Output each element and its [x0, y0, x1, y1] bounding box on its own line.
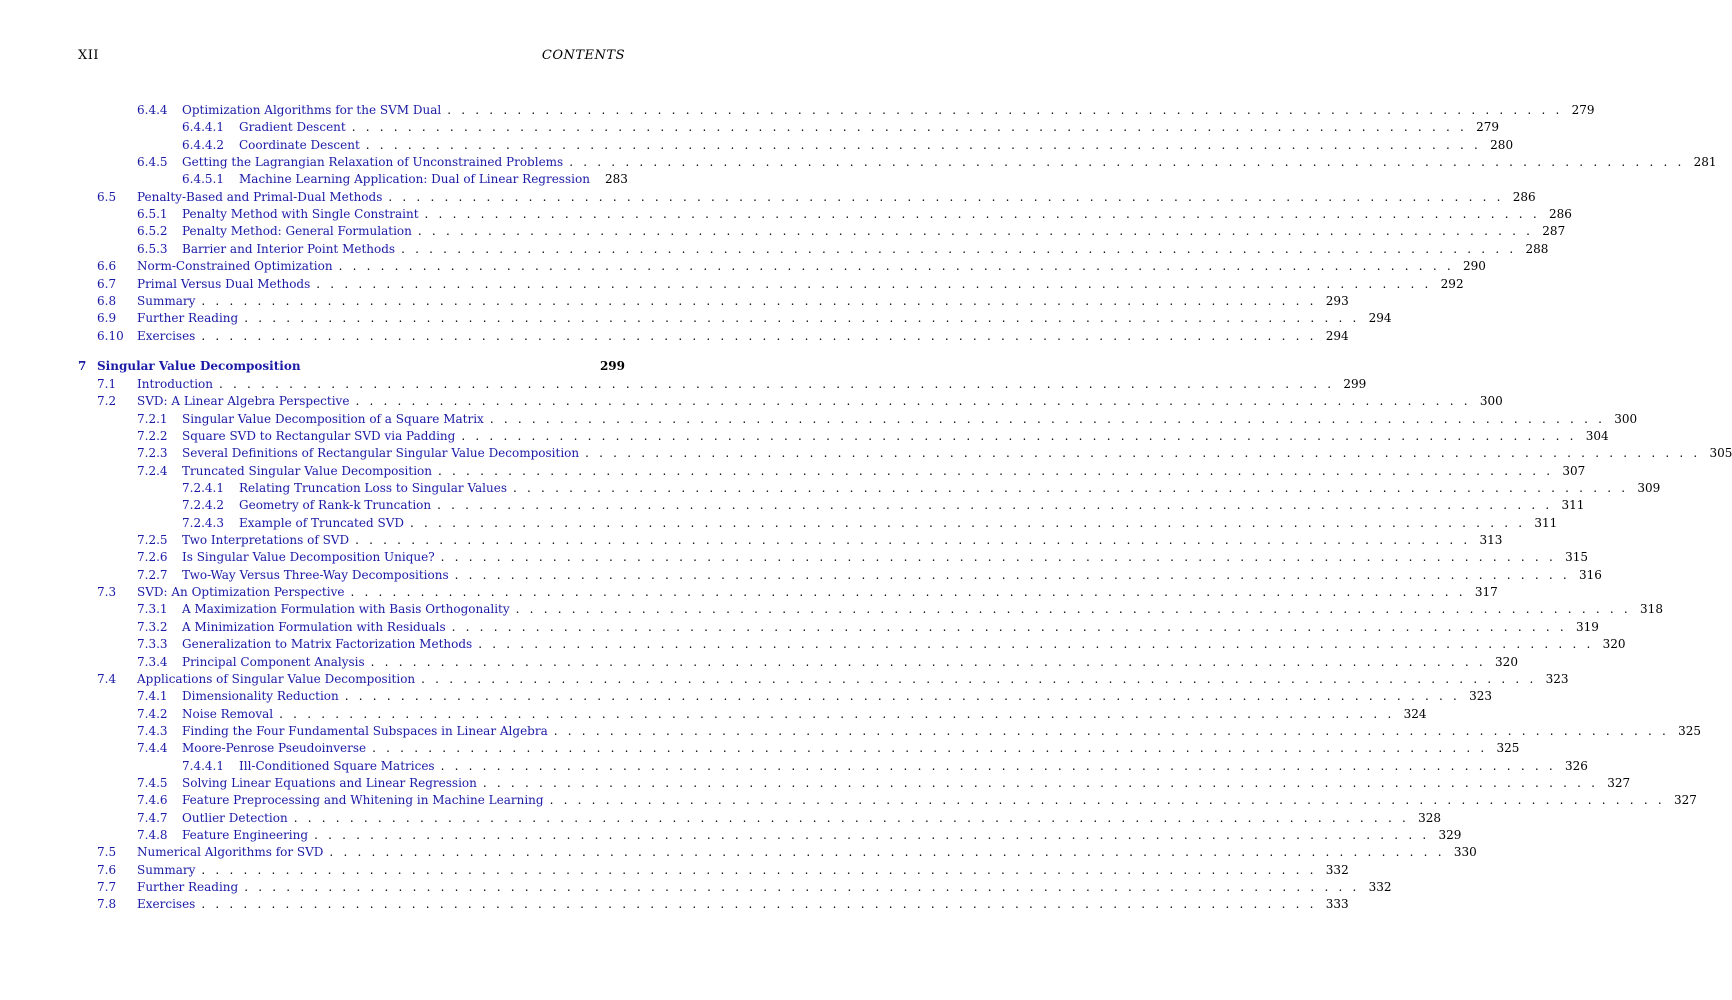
toc-entry-link[interactable] — [239, 758, 1588, 775]
toc-entry-number[interactable]: 7.2.5 — [137, 533, 168, 548]
toc-page-number[interactable]: 332 — [1368, 880, 1392, 895]
toc-entry-number[interactable]: 7.2 — [97, 394, 117, 409]
dot-leader: . . . . . . . . . . . . . . . . . . . . . . . . . . . . . . . . . . . . . . . . . . . . . . . . . . . . . . . . . . . . . . . . . . . . . . . . . . . . . . . . — [454, 567, 1570, 582]
toc-entry-title[interactable]: Truncated Singular Value Decomposition — [182, 463, 432, 478]
dot-leader: . . . . . . . . . . . . . . . . . . . . . . . . . . . . . . . . . . . . . . . . . . . . . . . . . . . . . . . . . . . . . . . . . . . . . . . . . . . . . . . . — [314, 828, 1430, 842]
toc-entry[interactable] — [0, 619, 1599, 636]
toc-entry-title[interactable]: Coordinate Descent — [239, 137, 360, 152]
dot-leader: . . . . . . . . . . . . . . . . . . . . . . . . . . . . . . . . . . . . . . . . . . . . . . . . . . . . . . . . . . . . . . . . . . . . . . . . . . . . . . . . — [365, 137, 1482, 152]
toc-page-number[interactable]: 292 — [1440, 276, 1464, 291]
toc-entry-link[interactable] — [239, 119, 1500, 136]
toc-page-number[interactable]: 323 — [1545, 671, 1569, 686]
toc-entry-number[interactable]: 7.3.1 — [137, 602, 168, 617]
toc-page-number[interactable]: 286 — [1512, 189, 1536, 204]
toc-entry[interactable] — [0, 154, 1717, 171]
toc-page-number[interactable]: 315 — [1565, 550, 1588, 565]
toc-entry[interactable] — [0, 706, 1427, 723]
toc-entry-link[interactable] — [182, 154, 1717, 171]
toc-entry[interactable] — [0, 223, 1566, 240]
toc-page-number[interactable]: 316 — [1579, 567, 1602, 582]
toc-entry-title[interactable]: Exercises — [137, 328, 196, 343]
toc-entry-link[interactable] — [137, 258, 1486, 275]
dot-leader: . . . . . . . . . . . . . . . . . . . . . . . . . . . . . . . . . . . . . . . . . . . . . . . . . . . . . . . . . . . . . . . . . . . . . . . . . . . . . . . . — [440, 758, 1556, 773]
toc-entry-title[interactable]: A Minimization Formulation with Residuals — [182, 619, 446, 634]
toc-entry-link[interactable] — [137, 189, 1536, 206]
toc-entry[interactable] — [0, 636, 1626, 653]
toc-entry[interactable] — [0, 480, 1661, 497]
toc-entry-number[interactable]: 7 — [78, 358, 87, 373]
toc-entry-number[interactable]: 7.3.4 — [137, 654, 168, 669]
toc-entry-link[interactable] — [182, 706, 1427, 723]
toc-entry-number[interactable]: 7.2.4.3 — [182, 515, 224, 530]
toc-entry-title[interactable]: Getting the Lagrangian Relaxation of Unconstrained Problems — [182, 155, 564, 170]
toc-entry-number[interactable]: 7.6 — [97, 862, 117, 877]
dot-leader: . . . . . . . . . . . . . . . . . . . . . . . . . . . . . . . . . . . . . . . . . . . . . . . . . . . . . . . . . . . . . . . . . . . . . . . . . . . . . . . . — [279, 706, 1395, 721]
toc-entry[interactable] — [0, 723, 1702, 740]
dot-leader: . . . . . . . . . . . . . . . . . . . . . . . . . . . . . . . . . . . . . . . . . . . . . . . . . . . . . . . . . . . . . . . . . . . . . . . . . . . . . . . . — [482, 775, 1599, 790]
dot-leader: . . . . . . . . . . . . . . . . . . . . . . . . . . . . . . . . . . . . . . . . . . . . . . . . . . . . . . . . . . . . . . . . . . . . . . . . . . . . . . . . — [417, 224, 1534, 239]
toc-entry[interactable] — [0, 119, 1500, 136]
toc-entry-link[interactable] — [239, 137, 1514, 154]
dot-leader: . . . . . . . . . . . . . . . . . . . . . . . . . . . . . . . . . . . . . . . . . . . . . . . . . . . . . . . . . . . . . . . . . . . . . . . . . . . . . . . . — [244, 880, 1360, 895]
dot-leader: . . . . . . . . . . . . . . . . . . . . . . . . . . . . . . . . . . . . . . . . . . . . . . . . . . . . . . . . . . . . . . . . . . . . . . . . . . . . . . . . — [201, 293, 1317, 308]
toc-entry-number[interactable]: 7.2.2 — [137, 428, 168, 443]
dot-leader: . . . . . . . . . . . . . . . . . . . . . . . . . . . . . . . . . . . . . . . . . . . . . . . . . . . . . . . . . . . . . . . . . . . . . . . . . . . . . . . . — [451, 619, 1567, 634]
dot-leader: . . . . . . . . . . . . . . . . . . . . . . . . . . . . . . . . . . . . . . . . . . . . . . . . . . . . . . . . . . . . . . . . . . . . . . . . . . . . . . . . — [569, 155, 1685, 170]
toc-entry-title[interactable]: Dimensionality Reduction — [182, 689, 339, 704]
toc-entry-number[interactable]: 7.5 — [97, 845, 117, 860]
toc-entry-number[interactable]: 7.7 — [97, 880, 117, 895]
toc-page-number[interactable]: 313 — [1479, 533, 1503, 548]
toc-entry[interactable] — [0, 654, 1518, 671]
toc-entry-title[interactable]: Solving Linear Equations and Linear Regression — [182, 775, 477, 790]
toc-page-number[interactable]: 311 — [1534, 515, 1558, 530]
toc-entry-title[interactable]: Exercises — [137, 897, 196, 912]
toc-entry-link[interactable] — [137, 584, 1498, 601]
toc-entry-number[interactable]: 7.8 — [97, 897, 117, 912]
toc-entry-link[interactable] — [239, 497, 1585, 514]
toc-entry[interactable] — [0, 515, 1558, 532]
toc-entry-link[interactable] — [182, 549, 1588, 566]
toc-entry[interactable] — [0, 276, 1464, 293]
toc-entry-link[interactable] — [182, 636, 1626, 653]
toc-page-number[interactable]: 330 — [1453, 845, 1477, 860]
toc-entry-link[interactable] — [97, 358, 625, 375]
toc-entry-number[interactable]: 7.2.3 — [137, 446, 168, 461]
page-number-roman: XII — [78, 48, 100, 63]
toc-entry-link[interactable] — [182, 619, 1599, 636]
toc-entry[interactable] — [0, 310, 1392, 327]
dot-leader: . . . . . . . . . . . . . . . . . . . . . . . . . . . . . . . . . . . . . . . . . . . . . . . . . . . . . . . . . . . . . . . . . . . . . . . . . . . . . . . . — [512, 481, 1629, 495]
toc-entry[interactable] — [0, 688, 1493, 705]
toc-entry-link[interactable] — [182, 567, 1602, 584]
toc-entry-number[interactable]: 7.4.5 — [137, 775, 168, 790]
toc-entry[interactable] — [0, 549, 1588, 566]
toc-entry-number[interactable]: 7.2.4.2 — [182, 498, 224, 513]
toc-entry-number[interactable]: 7.4.3 — [137, 723, 168, 738]
toc-entry[interactable] — [0, 758, 1588, 775]
toc-entry[interactable] — [0, 206, 1572, 223]
toc-entry-title[interactable]: Primal Versus Dual Methods — [137, 276, 311, 291]
toc-page-number[interactable]: 283 — [605, 172, 628, 187]
toc-page-number[interactable]: 287 — [1542, 224, 1566, 239]
toc-page-number[interactable]: 311 — [1561, 498, 1585, 513]
toc-entry-title[interactable]: Principal Component Analysis — [182, 654, 365, 669]
toc-entry-link[interactable] — [182, 792, 1697, 809]
toc-entry[interactable] — [0, 567, 1602, 584]
toc-entry-number[interactable]: 7.2.1 — [137, 411, 168, 426]
toc-entry[interactable] — [0, 241, 1549, 258]
dot-leader: . . . . . . . . . . . . . . . . . . . . . . . . . . . . . . . . . . . . . . . . . . . . . . . . . . . . . . . . . . . . . . . . . . . . . . . . . . . . . . . . — [219, 376, 1335, 391]
toc-entry-link[interactable] — [182, 223, 1566, 240]
toc-entry-link[interactable] — [137, 276, 1464, 293]
dot-leader: . . . . . . . . . . . . . . . . . . . . . . . . . . . . . . . . . . . . . . . . . . . . . . . . . . . . . . . . . . . . . . . . . . . . . . . . . . . . . . . . — [293, 810, 1410, 825]
toc-entry-link[interactable] — [182, 810, 1442, 827]
toc-entry[interactable] — [0, 411, 1638, 428]
toc-entry[interactable] — [0, 171, 701, 188]
toc-entry-link[interactable] — [239, 515, 1558, 532]
toc-entry-link[interactable] — [182, 723, 1702, 740]
toc-entry-title[interactable]: Geometry of Rank-k Truncation — [239, 498, 432, 513]
dot-leader: . . . . . . . . . . . . . . . . . . . . . . . . . . . . . . . . . . . . . . . . . . . . . . . . . . . . . . . . . . . . . . . . . . . . . . . . . . . . . . . . — [201, 328, 1317, 343]
toc-entry-link[interactable] — [182, 445, 1732, 462]
toc-entry-link[interactable] — [137, 671, 1569, 688]
toc-entry-title[interactable]: Further Reading — [137, 311, 239, 326]
toc-page-number[interactable]: 326 — [1565, 758, 1588, 773]
toc-entry-title[interactable]: SVD: A Linear Algebra Perspective — [137, 394, 350, 409]
dot-leader: . . . . . . . . . . . . . . . . . . . . . . . . . . . . . . . . . . . . . . . . . . . . . . . . . . . . . . . . . . . . . . . . . . . . . . . . . . . . . . . . — [351, 120, 1468, 135]
toc-entry-title[interactable]: Penalty-Based and Primal-Dual Methods — [137, 189, 383, 204]
dot-leader: . . . . . . . . . . . . . . . . . . . . . . . . . . . . . . . . . . . . . . . . . . . . . . . . . . . . . . . . . . . . . . . . . . . . . . . . . . . . . . . . — [201, 897, 1317, 912]
dot-leader: . . . . . . . . . . . . . . . . . . . . . . . . . . . . . . . . . . . . . . . . . . . . . . . . . . . . . . . . . . . . . . . . . . . . . . . . . . . . . . . . — [424, 207, 1540, 222]
toc-entry-link[interactable] — [182, 827, 1462, 844]
dot-leader: . . . . . . . . . . . . . . . . . . . . . . . . . . . . . . . . . . . . . . . . . . . . . . . . . . . . . . . . . . . . . . . . . . . . . . . . . . . . . . . . — [401, 241, 1517, 256]
dot-leader: . . . . . . . . . . . . . . . . . . . . . . . . . . . . . . . . . . . . . . . . . . . . . . . . . . . . . . . . . . . . . . . . . . . . . . . . . . . . . . . . — [372, 741, 1488, 756]
toc-entry-number[interactable]: 6.9 — [97, 311, 117, 326]
toc-entry[interactable] — [0, 189, 1536, 206]
toc-entry-link[interactable] — [182, 688, 1493, 705]
toc-entry[interactable] — [0, 879, 1392, 896]
toc-entry[interactable] — [0, 584, 1498, 601]
toc-page-number[interactable]: 327 — [1607, 775, 1631, 790]
toc-entry-number[interactable]: 7.1 — [97, 376, 117, 391]
dot-leader: . . . . . . . . . . . . . . . . . . . . . . . . . . . . . . . . . . . . . . . . . . . . . . . . . . . . . . . . . . . . . . . . . . . . . . . . . . . . . . . . — [409, 515, 1526, 530]
toc-page-number[interactable]: 279 — [1571, 103, 1595, 117]
toc-entry-number[interactable]: 7.4.4.1 — [182, 758, 224, 773]
toc-entry-link[interactable] — [137, 393, 1503, 410]
dot-leader: . . . . . . . . . . . . . . . . . . . . . . . . . . . . . . . . . . . . . . . . . . . . . . . . . . . . . . . . . . . . . . . . . . . . . . . . . . . . . . . . — [461, 428, 1577, 443]
dot-leader: . . . . . . . . . . . . . . . . . . . . . . . . . . . . . . . . . . . . . . . . . . . . . . . . . . . . . . . . . . . . . . . . . . . . . . . . . . . . . . . . — [585, 446, 1701, 461]
dot-leader — [307, 358, 593, 375]
toc-entry-title[interactable]: Summary — [137, 293, 196, 308]
toc-entry-number[interactable]: 7.3 — [97, 585, 117, 600]
toc-entry-number[interactable]: 6.6 — [97, 259, 117, 274]
toc-entry-link[interactable] — [182, 654, 1518, 671]
toc-page-number[interactable]: 304 — [1585, 428, 1609, 443]
toc-entry-link[interactable] — [182, 102, 1595, 119]
toc-entry-link[interactable] — [137, 844, 1477, 861]
toc-entry-title[interactable]: Two Interpretations of SVD — [182, 533, 350, 548]
toc-page-number[interactable]: 294 — [1368, 311, 1392, 326]
dot-leader: . . . . . . . . . . . . . . . . . . . . . . . . . . . . . . . . . . . . . . . . . . . . . . . . . . . . . . . . . . . . . . . . . . . . . . . . . . . . . . . . — [440, 550, 1556, 565]
toc-page-number[interactable]: 293 — [1325, 293, 1349, 308]
toc-entry-number[interactable]: 6.4.4.2 — [182, 137, 224, 152]
toc-entry[interactable] — [0, 428, 1609, 445]
toc-entry[interactable] — [0, 862, 1349, 879]
dot-leader: . . . . . . . . . . . . . . . . . . . . . . . . . . . . . . . . . . . . . . . . . . . . . . . . . . . . . . . . . . . . . . . . . . . . . . . . . . . . . . . . — [549, 793, 1665, 808]
toc-page-number[interactable]: 280 — [1490, 137, 1514, 152]
toc-entry-title[interactable]: Numerical Algorithms for SVD — [137, 845, 324, 860]
toc-page-number[interactable]: 307 — [1562, 463, 1586, 478]
toc-page-number[interactable]: 333 — [1325, 897, 1349, 912]
toc-entry-title[interactable]: Feature Engineering — [182, 828, 309, 842]
toc-entry-link[interactable] — [182, 775, 1631, 792]
toc-page-number[interactable]: 300 — [1479, 394, 1503, 409]
toc-entry-number[interactable]: 7.3.2 — [137, 619, 168, 634]
toc-entry-link[interactable] — [182, 740, 1520, 757]
toc-entry-title[interactable]: Introduction — [137, 376, 213, 391]
toc-page-number[interactable]: 325 — [1496, 741, 1520, 756]
toc-entry-link[interactable] — [182, 206, 1572, 223]
toc-page-number[interactable]: 329 — [1438, 828, 1462, 842]
toc-entry-title[interactable]: Barrier and Interior Point Methods — [182, 241, 396, 256]
toc-entry-title[interactable]: A Maximization Formulation with Basis Orthogonality — [182, 602, 510, 617]
toc-page-number[interactable]: 317 — [1474, 585, 1498, 600]
toc-entry-link[interactable] — [137, 896, 1349, 913]
toc-page-number[interactable]: 305 — [1709, 446, 1732, 461]
toc-entry-number[interactable]: 7.4.4 — [137, 741, 168, 756]
toc-entry[interactable] — [0, 376, 1367, 393]
toc-entry-title[interactable]: Summary — [137, 862, 196, 877]
toc-entry-number[interactable]: 7.4.6 — [137, 793, 168, 808]
toc-entry[interactable] — [0, 532, 1503, 549]
toc-entry-title[interactable]: Moore-Penrose Pseudoinverse — [182, 741, 367, 756]
dot-leader: . . . . . . . . . . . . . . . . . . . . . . . . . . . . . . . . . . . . . . . . . . . . . . . . . . . . . . . . . . . . . . . . . . . . . . . . . . . . . . . . — [478, 637, 1594, 652]
toc-entry-number[interactable]: 7.2.4.1 — [182, 481, 224, 495]
toc-entry[interactable] — [0, 293, 1349, 310]
dot-leader: . . . . . . . . . . . . . . . . . . . . . . . . . . . . . . . . . . . . . . . . . . . . . . . . . . . . . . . . . . . . . . . . . . . . . . . . . . . . . . . . — [350, 585, 1466, 600]
toc-entry-title[interactable]: Singular Value Decomposition of a Square Matrix — [182, 411, 484, 426]
dot-leader: . . . . . . . . . . . . . . . . . . . . . . . . . . . . . . . . . . . . . . . . . . . . . . . . . . . . . . . . . . . . . . . . . . . . . . . . . . . . . . . . — [515, 602, 1631, 617]
toc-entry-link[interactable] — [137, 376, 1367, 393]
toc-entry-title[interactable]: Example of Truncated SVD — [239, 515, 404, 530]
toc-entry-link[interactable] — [182, 601, 1663, 618]
toc-entry-link[interactable] — [182, 532, 1503, 549]
toc-entry-title[interactable]: Several Definitions of Rectangular Singular Value Decomposition — [182, 446, 580, 461]
toc-entry-number[interactable]: 6.4.4 — [137, 103, 168, 117]
toc-chapter-entry[interactable] — [0, 358, 701, 375]
toc-entry-title[interactable]: Relating Truncation Loss to Singular Values — [239, 481, 507, 495]
toc-entry[interactable] — [0, 601, 1663, 618]
toc-entry-link[interactable] — [137, 879, 1392, 896]
running-header: CONTENTS — [541, 48, 625, 63]
toc-entry-title[interactable]: Feature Preprocessing and Whitening in Machine Learning — [182, 793, 544, 808]
toc-entry-title[interactable]: Is Singular Value Decomposition Unique? — [182, 550, 435, 565]
toc-entry-number[interactable]: 7.2.7 — [137, 567, 168, 582]
dot-leader: . . . . . . . . . . . . . . . . . . . . . . . . . . . . . . . . . . . . . . . . . . . . . . . . . . . . . . . . . . . . . . . . . . . . . . . . . . . . . . . . — [421, 671, 1537, 686]
dot-leader: . . . . . . . . . . . . . . . . . . . . . . . . . . . . . . . . . . . . . . . . . . . . . . . . . . . . . . . . . . . . . . . . . . . . . . . . . . . . . . . . — [370, 654, 1486, 669]
toc-entry[interactable] — [0, 393, 1503, 410]
toc-entry-link[interactable] — [182, 463, 1586, 480]
dot-leader: . . . . . . . . . . . . . . . . . . . . . . . . . . . . . . . . . . . . . . . . . . . . . . . . . . . . . . . . . . . . . . . . . . . . . . . . . . . . . . . . — [438, 463, 1554, 478]
toc-entry[interactable] — [0, 775, 1631, 792]
dot-leader: . . . . . . . . . . . . . . . . . . . . . . . . . . . . . . . . . . . . . . . . . . . . . . . . . . . . . . . . . . . . . . . . . . . . . . . . . . . . . . . . — [388, 189, 1504, 204]
dot-leader: . . . . . . . . . . . . . . . . . . . . . . . . . . . . . . . . . . . . . . . . . . . . . . . . . . . . . . . . . . . . . . . . . . . . . . . . . . . . . . . . — [553, 723, 1670, 738]
toc-entry-link[interactable] — [182, 411, 1638, 428]
toc-entry-number[interactable]: 7.2.6 — [137, 550, 168, 565]
toc-entry-number[interactable]: 6.5.2 — [137, 224, 168, 239]
toc-entry-number[interactable]: 6.4.5.1 — [182, 172, 224, 187]
toc-page-number[interactable]: 294 — [1325, 328, 1349, 343]
toc-page-number[interactable]: 324 — [1403, 706, 1427, 721]
dot-leader: . . . . . . . . . . . . . . . . . . . . . . . . . . . . . . . . . . . . . . . . . . . . . . . . . . . . . . . . . . . . . . . . . . . . . . . . . . . . . . . . — [338, 259, 1454, 274]
toc-page-number[interactable]: 300 — [1614, 411, 1638, 426]
toc-entry-number[interactable]: 6.7 — [97, 276, 117, 291]
toc-entry[interactable] — [0, 827, 1462, 844]
toc-entry-link[interactable] — [137, 862, 1349, 879]
toc-entry-title[interactable]: Square SVD to Rectangular SVD via Padding — [182, 428, 456, 443]
toc-entry-title[interactable]: Generalization to Matrix Factorization Methods — [182, 637, 473, 652]
toc-entry-title[interactable]: Ill-Conditioned Square Matrices — [239, 758, 435, 773]
dot-leader: . . . . . . . . . . . . . . . . . . . . . . . . . . . . . . . . . . . . . . . . . . . . . . . . . . . . . . . . . . . . . . . . . . . . . . . . . . . . . . . . — [329, 845, 1445, 860]
toc-entry-link[interactable] — [137, 310, 1392, 327]
toc-entry-number[interactable]: 7.4.1 — [137, 689, 168, 704]
dot-leader: . . . . . . . . . . . . . . . . . . . . . . . . . . . . . . . . . . . . . . . . . . . . . . . . . . . . . . . . . . . . . . . . . . . . . . . . . . . . . . . . — [344, 689, 1461, 704]
toc-entry-number[interactable]: 6.5 — [97, 189, 117, 204]
toc-page-number[interactable]: 320 — [1602, 637, 1626, 652]
dot-leader: . . . . . . . . . . . . . . . . . . . . . . . . . . . . . . . . . . . . . . . . . . . . . . . . . . . . . . . . . . . . . . . . . . . . . . . . . . . . . . . . — [437, 498, 1553, 513]
toc-page-number[interactable]: 309 — [1637, 481, 1661, 495]
dot-leader: . . . . . . . . . . . . . . . . . . . . . . . . . . . . . . . . . . . . . . . . . . . . . . . . . . . . . . . . . . . . . . . . . . . . . . . . . . . . . . . . — [316, 276, 1432, 291]
toc-page-number[interactable]: 320 — [1495, 654, 1518, 669]
dot-leader: . . . . . . . . . . . . . . . . . . . . . . . . . . . . . . . . . . . . . . . . . . . . . . . . . . . . . . . . . . . . . . . . . . . . . . . . . . . . . . . . — [355, 533, 1471, 548]
toc-entry[interactable] — [0, 445, 1732, 462]
toc-entry[interactable] — [0, 137, 1514, 154]
toc-entry-number[interactable]: 6.8 — [97, 293, 117, 308]
toc-entry-number[interactable]: 6.5.1 — [137, 207, 168, 222]
toc-entry[interactable] — [0, 671, 1569, 688]
toc-entry-title[interactable]: Applications of Singular Value Decomposition — [137, 671, 416, 686]
toc-entry-number[interactable]: 6.4.5 — [137, 155, 168, 170]
toc-page-number[interactable]: 286 — [1548, 207, 1572, 222]
toc-entry[interactable] — [0, 258, 1486, 275]
toc-entry[interactable] — [0, 740, 1520, 757]
toc-entry-title[interactable]: Singular Value Decomposition — [97, 358, 301, 373]
toc-entry[interactable] — [0, 463, 1586, 480]
toc-page-number[interactable]: 279 — [1476, 120, 1500, 135]
toc-entry-link[interactable] — [182, 428, 1609, 445]
toc-entry-title[interactable]: Noise Removal — [182, 706, 274, 721]
toc-entry[interactable] — [0, 102, 1595, 119]
toc-page-number[interactable]: 299 — [599, 358, 625, 373]
toc-entry-title[interactable]: Penalty Method with Single Constraint — [182, 207, 419, 222]
toc-entry-title[interactable]: SVD: An Optimization Perspective — [137, 585, 345, 600]
toc-entry-title[interactable]: Penalty Method: General Formulation — [182, 224, 412, 239]
toc-entry-title[interactable]: Optimization Algorithms for the SVM Dual — [182, 103, 442, 117]
toc-entry-link[interactable] — [137, 293, 1349, 310]
toc-entry-number[interactable]: 7.2.4 — [137, 463, 168, 478]
toc-entry[interactable] — [0, 810, 1442, 827]
toc-page-number[interactable]: 281 — [1693, 155, 1717, 170]
toc-entry-number[interactable]: 6.4.4.1 — [182, 120, 224, 135]
toc-page-number[interactable]: 288 — [1525, 241, 1549, 256]
toc-entry[interactable] — [0, 497, 1585, 514]
toc-entry-title[interactable]: Outlier Detection — [182, 810, 288, 825]
toc-entry-number[interactable]: 7.4.7 — [137, 810, 168, 825]
dot-leader: . . . . . . . . . . . . . . . . . . . . . . . . . . . . . . . . . . . . . . . . . . . . . . . . . . . . . . . . . . . . . . . . . . . . . . . . . . . . . . . . — [447, 103, 1563, 117]
toc-entry[interactable] — [0, 896, 1349, 913]
toc-page-number[interactable]: 318 — [1640, 602, 1663, 617]
toc-entry[interactable] — [0, 792, 1697, 809]
toc-entry-link[interactable] — [239, 480, 1661, 497]
toc-entry[interactable] — [0, 328, 1349, 345]
toc-entry-title[interactable]: Further Reading — [137, 880, 239, 895]
toc-entry-number[interactable]: 7.4 — [97, 671, 117, 686]
toc-page-number[interactable]: 327 — [1673, 793, 1697, 808]
toc-entry-link[interactable] — [239, 171, 628, 188]
toc-entry-number[interactable]: 6.5.3 — [137, 241, 168, 256]
toc-entry-link[interactable] — [182, 241, 1549, 258]
dot-leader: . . . . . . . . . . . . . . . . . . . . . . . . . . . . . . . . . . . . . . . . . . . . . . . . . . . . . . . . . . . . . . . . . . . . . . . . . . . . . . . . — [355, 394, 1471, 409]
dot-leader: . . . . . . . . . . . . . . . . . . . . . . . . . . . . . . . . . . . . . . . . . . . . . . . . . . . . . . . . . . . . . . . . . . . . . . . . . . . . . . . . — [244, 311, 1360, 326]
toc-page-number[interactable]: 323 — [1469, 689, 1493, 704]
dot-leader: . . . . . . . . . . . . . . . . . . . . . . . . . . . . . . . . . . . . . . . . . . . . . . . . . . . . . . . . . . . . . . . . . . . . . . . . . . . . . . . . — [201, 862, 1317, 877]
toc-entry-number[interactable]: 6.10 — [97, 328, 124, 343]
toc-entry-title[interactable]: Norm-Constrained Optimization — [137, 259, 333, 274]
toc-entry-title[interactable]: Gradient Descent — [239, 120, 346, 135]
toc-entry-number[interactable]: 7.4.8 — [137, 828, 168, 842]
toc-entry-title[interactable]: Machine Learning Application: Dual of Linear Regression — [239, 172, 590, 187]
toc-entry-number[interactable]: 7.4.2 — [137, 706, 168, 721]
toc-page-number[interactable]: 319 — [1576, 619, 1599, 634]
toc-entry-link[interactable] — [137, 328, 1349, 345]
toc-entry-title[interactable]: Finding the Four Fundamental Subspaces in Linear Algebra — [182, 723, 548, 738]
toc-entry[interactable] — [0, 844, 1477, 861]
toc-entry-number[interactable]: 7.3.3 — [137, 637, 168, 652]
dot-leader: . . . . . . . . . . . . . . . . . . . . . . . . . . . . . . . . . . . . . . . . . . . . . . . . . . . . . . . . . . . . . . . . . . . . . . . . . . . . . . . . — [489, 411, 1606, 426]
toc-page-number[interactable]: 299 — [1343, 376, 1367, 391]
toc-page-number[interactable]: 290 — [1462, 259, 1486, 274]
toc-page-number[interactable]: 332 — [1325, 862, 1349, 877]
toc-page-number[interactable]: 328 — [1418, 810, 1442, 825]
toc-entry-title[interactable]: Two-Way Versus Three-Way Decompositions — [182, 567, 449, 582]
toc-page-number[interactable]: 325 — [1678, 723, 1702, 738]
